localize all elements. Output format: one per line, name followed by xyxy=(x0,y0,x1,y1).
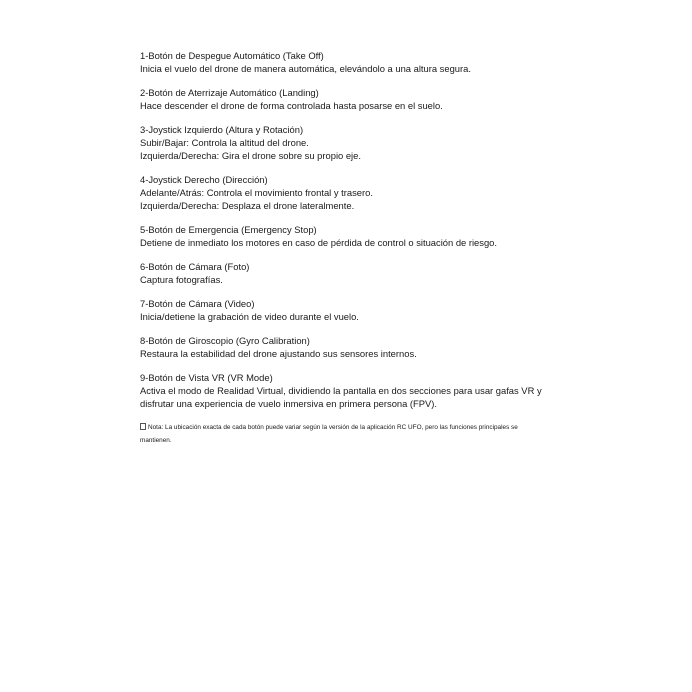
footnote xyxy=(140,421,540,447)
section-description: Izquierda/Derecha: Desplaza el drone lateralmente. xyxy=(140,200,355,211)
section-description: Izquierda/Derecha: Gira el drone sobre su propio eje. xyxy=(140,150,361,161)
section-title: 3-Joystick Izquierdo (Altura y Rotación) xyxy=(140,124,304,135)
section-title: 1-Botón de Despegue Automático (Take Off) xyxy=(140,50,324,61)
section-title: 9-Botón de Vista VR (VR Mode) xyxy=(140,372,273,383)
document-page xyxy=(140,49,660,447)
square-icon xyxy=(140,423,146,430)
section-left-joystick xyxy=(140,123,660,162)
section-title: 6-Botón de Cámara (Foto) xyxy=(140,261,250,272)
section-take-off xyxy=(140,49,660,75)
section-title: 5-Botón de Emergencia (Emergency Stop) xyxy=(140,224,317,235)
section-title: 4-Joystick Derecho (Dirección) xyxy=(140,174,268,185)
section-title: 8-Botón de Giroscopio (Gyro Calibration) xyxy=(140,335,310,346)
section-description: Inicia el vuelo del drone de manera automática, elevándolo a una altura segura. xyxy=(140,63,471,74)
section-emergency-stop xyxy=(140,223,660,249)
section-description: disfrutar una experiencia de vuelo inmersiva en primera persona (FPV). xyxy=(140,398,438,409)
section-vr-mode xyxy=(140,371,660,410)
section-description: Activa el modo de Realidad Virtual, dividiendo la pantalla en dos secciones para usar gafas VR y xyxy=(140,385,542,396)
section-description: Adelante/Atrás: Controla el movimiento frontal y trasero. xyxy=(140,187,373,198)
section-camera-photo xyxy=(140,260,660,286)
section-description: Subir/Bajar: Controla la altitud del drone. xyxy=(140,137,309,148)
section-right-joystick xyxy=(140,173,660,212)
section-description: Captura fotografías. xyxy=(140,274,223,285)
section-description: Inicia/detiene la grabación de video durante el vuelo. xyxy=(140,311,359,322)
section-description: Detiene de inmediato los motores en caso de pérdida de control o situación de riesgo. xyxy=(140,237,497,248)
section-description: Restaura la estabilidad del drone ajustando sus sensores internos. xyxy=(140,348,417,359)
footnote-text: Nota: La ubicación exacta de cada botón puede variar según la versión de la aplicación RC UFO, pero las funciones principales se mantienen. xyxy=(140,424,518,444)
section-camera-video xyxy=(140,297,660,323)
section-title: 2-Botón de Aterrizaje Automático (Landing) xyxy=(140,87,319,98)
section-title: 7-Botón de Cámara (Video) xyxy=(140,298,255,309)
section-gyro-calibration xyxy=(140,334,660,360)
section-description: Hace descender el drone de forma controlada hasta posarse en el suelo. xyxy=(140,100,443,111)
section-landing xyxy=(140,86,660,112)
